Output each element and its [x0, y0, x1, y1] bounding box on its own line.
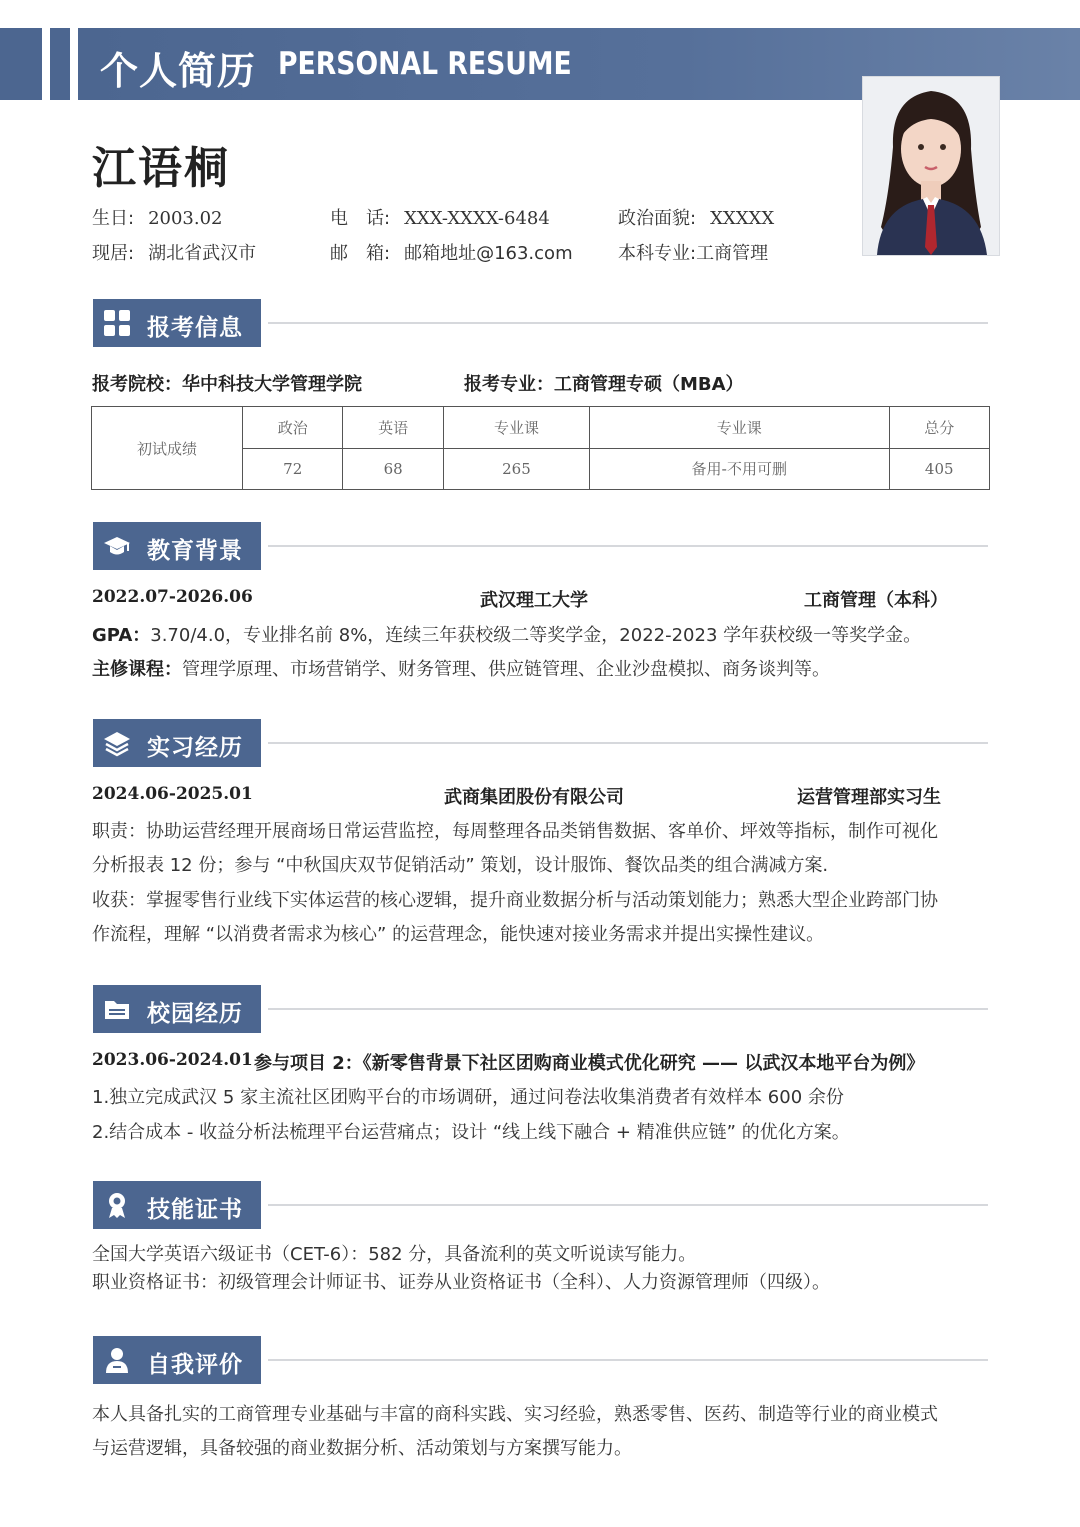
section-rule-self	[268, 1359, 988, 1361]
email-row	[330, 239, 573, 265]
campus-period: 2023.06-2024.01	[92, 1050, 253, 1070]
campus-project: 参与项目 2：《新零售背景下社区团购商业模式优化研究 —— 以武汉本地平台为例》	[254, 1053, 925, 1074]
graduation-cap-icon	[103, 532, 131, 560]
section-header-internship	[93, 719, 261, 767]
section-title-internship: 实习经历	[147, 735, 243, 761]
section-header-exam	[93, 299, 261, 347]
politics-label: 政治面貌:	[618, 208, 697, 229]
score-header-english: 英语	[343, 407, 443, 449]
section-header-self	[93, 1336, 261, 1384]
campus-line-2: 2.结合成本 - 收益分析法梳理平台运营痛点；设计 “线上线下融合 + 精准供应链” 的优化方案。	[92, 1122, 850, 1143]
section-header-campus	[93, 985, 261, 1033]
internship-line-2: 分析报表 12 份；参与 “中秋国庆双节促销活动” 策划，设计服饰、餐饮品类的组合满减方案.	[92, 855, 829, 876]
score-total: 405	[889, 448, 990, 490]
location-label: 现居:	[92, 243, 135, 264]
exam-program: 报考专业：工商管理专硕（MBA）	[464, 374, 744, 395]
courses-label: 主修课程：	[92, 659, 182, 680]
award-icon	[103, 1191, 131, 1219]
education-degree: 工商管理（本科）	[804, 590, 948, 611]
self-line-2: 与运营逻辑，具备较强的商业数据分析、活动策划与方案撰写能力。	[92, 1438, 632, 1459]
courses-text: 管理学原理、市场营销学、财务管理、供应链管理、企业沙盘模拟、商务谈判等。	[182, 659, 830, 680]
section-rule-skills	[268, 1204, 988, 1206]
score-major-1: 265	[443, 448, 589, 490]
exam-school: 报考院校：华中科技大学管理学院	[92, 374, 362, 395]
email-label: 邮 箱:	[330, 243, 391, 264]
section-header-education	[93, 522, 261, 570]
section-title-self: 自我评价	[147, 1352, 243, 1378]
skills-line-2: 职业资格证书：初级管理会计师证书、证券从业资格证书（全科）、人力资源管理师（四级）。	[92, 1272, 830, 1293]
education-school: 武汉理工大学	[480, 590, 588, 611]
score-english: 68	[343, 448, 443, 490]
score-header-total: 总分	[889, 407, 990, 449]
location-row	[92, 239, 256, 265]
section-title-education: 教育背景	[147, 538, 243, 564]
gpa-text: 3.70/4.0，专业排名前 8%，连续三年获校级二等奖学金，2022-2023 学年获校级一等奖学金。	[150, 625, 922, 646]
score-header-major-1: 专业课	[443, 407, 589, 449]
score-table	[91, 406, 990, 490]
score-header-politics: 政治	[243, 407, 343, 449]
politics-row	[618, 204, 774, 230]
self-line-1: 本人具备扎实的工商管理专业基础与丰富的商科实践、实习经验，熟悉零售、医药、制造等行业的商业模式	[92, 1404, 938, 1425]
header-stripe-2	[50, 28, 70, 100]
major-label: 本科专业:	[618, 243, 697, 264]
birth-value: 2003.02	[148, 208, 223, 229]
section-rule-internship	[268, 742, 988, 744]
location-value: 湖北省武汉市	[148, 243, 257, 264]
education-gpa	[92, 621, 921, 647]
section-title-skills: 技能证书	[147, 1197, 243, 1223]
phone-value: XXX-XXXX-6484	[404, 208, 550, 229]
major-value: 工商管理	[696, 243, 769, 264]
gpa-label: GPA：	[92, 625, 151, 646]
grid-icon	[103, 309, 131, 337]
layers-icon	[103, 729, 131, 757]
user-icon	[103, 1346, 131, 1374]
section-title-campus: 校园经历	[147, 1001, 243, 1027]
header-title-cn: 个人简历	[100, 49, 257, 93]
education-courses	[92, 655, 830, 681]
internship-line-3: 收获：掌握零售行业线下实体运营的核心逻辑，提升商业数据分析与活动策划能力；熟悉大型企业跨部门协	[92, 890, 938, 911]
birth-label: 生日:	[92, 208, 135, 229]
internship-period: 2024.06-2025.01	[92, 784, 253, 804]
internship-line-1: 职责：协助运营经理开展商场日常运营监控，每周整理各品类销售数据、客单价、坪效等指标，制作可视化	[92, 821, 938, 842]
score-row-label: 初试成绩	[92, 407, 243, 490]
internship-line-4: 作流程，理解 “以消费者需求为核心” 的运营理念，能快速对接业务需求并提出实操性建议。	[92, 924, 825, 945]
internship-role: 运营管理部实习生	[797, 787, 941, 808]
candidate-name: 江语桐	[92, 143, 230, 194]
score-header-major-2: 专业课	[590, 407, 889, 449]
score-major-2: 备用-不用可删	[590, 448, 889, 490]
birth-row	[92, 204, 223, 230]
folder-icon	[103, 995, 131, 1023]
politics-value: XXXXX	[710, 208, 775, 229]
section-rule-education	[268, 545, 988, 547]
section-header-skills	[93, 1181, 261, 1229]
major-row	[618, 239, 768, 265]
campus-line-1: 1.独立完成武汉 5 家主流社区团购平台的市场调研，通过问卷法收集消费者有效样本 600 余份	[92, 1087, 844, 1108]
profile-photo	[862, 76, 1000, 256]
score-politics: 72	[243, 448, 343, 490]
phone-row	[330, 204, 550, 230]
education-period: 2022.07-2026.06	[92, 587, 253, 607]
email-value: 邮箱地址@163.com	[404, 243, 573, 264]
section-rule-exam	[268, 322, 988, 324]
header-title-en: PERSONAL RESUME	[278, 46, 572, 82]
section-rule-campus	[268, 1008, 988, 1010]
section-title-exam: 报考信息	[147, 315, 243, 341]
header-stripe-1	[0, 28, 42, 100]
internship-company: 武商集团股份有限公司	[444, 787, 624, 808]
skills-line-1: 全国大学英语六级证书（CET-6）：582 分，具备流利的英文听说读写能力。	[92, 1244, 697, 1265]
phone-label: 电 话:	[330, 208, 391, 229]
